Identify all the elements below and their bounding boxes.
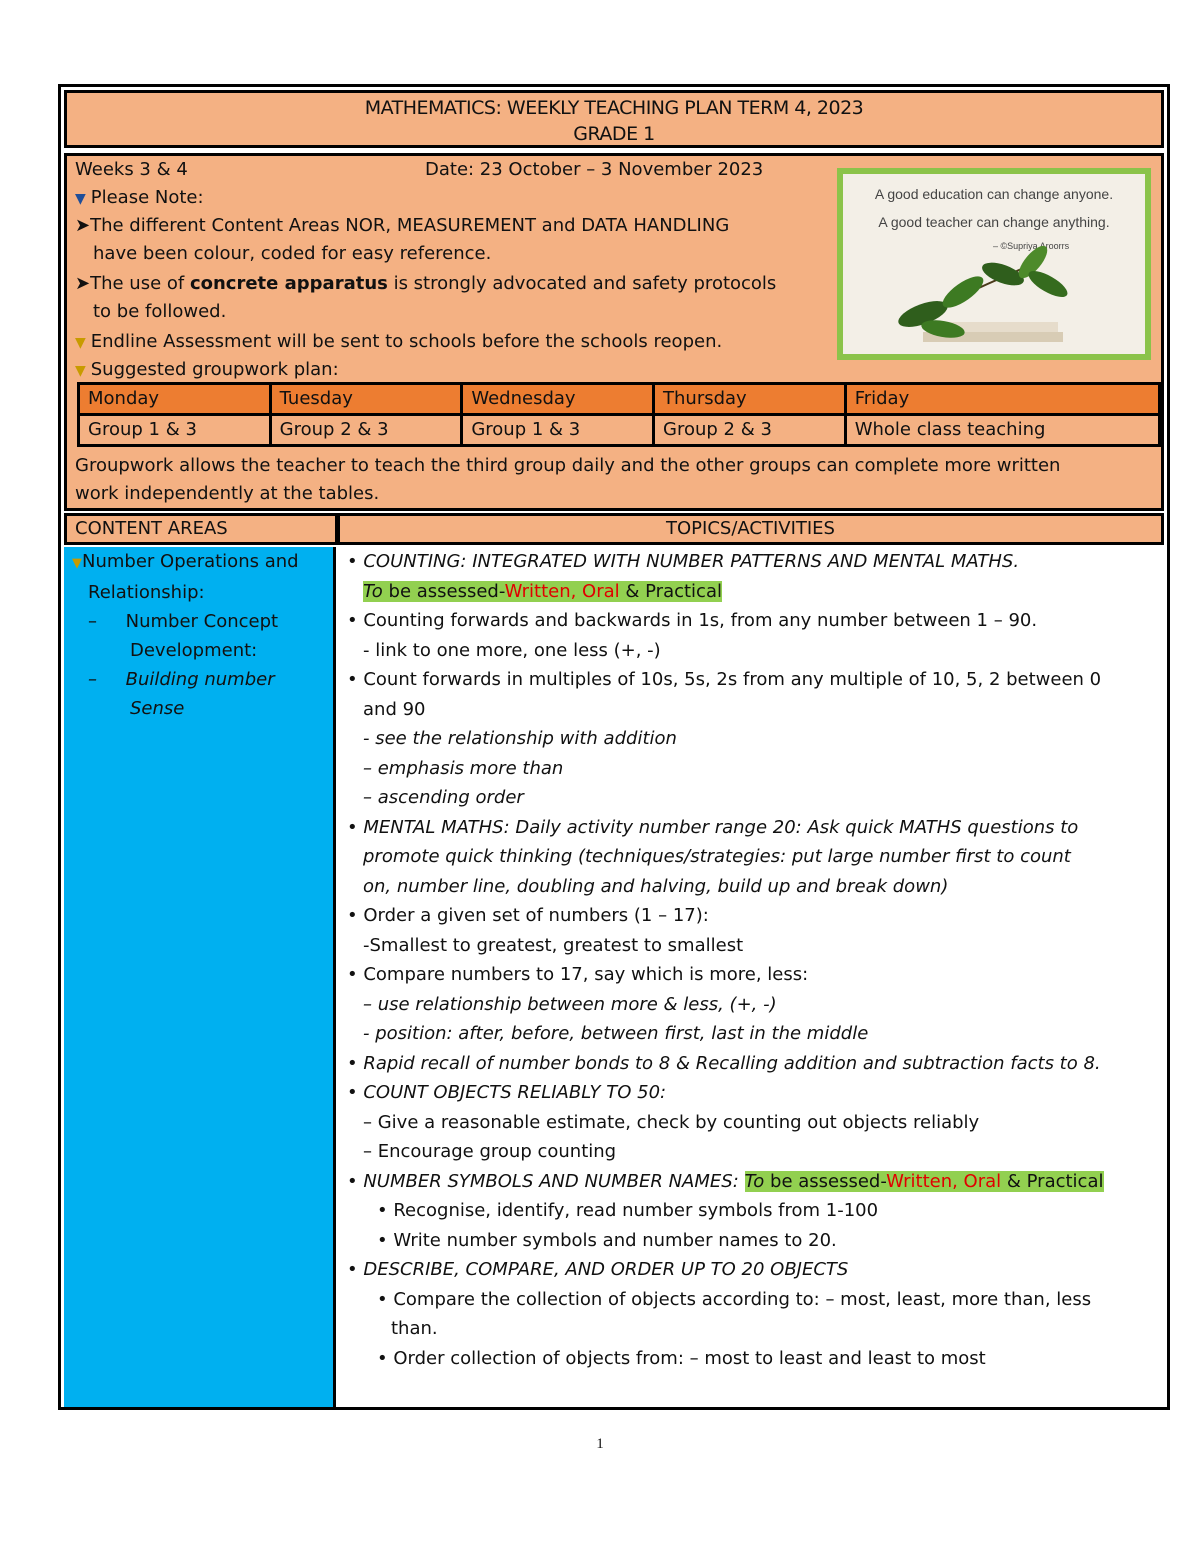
topic-line: – emphasis more than <box>363 757 564 779</box>
quote-image <box>837 168 1151 360</box>
info-panel <box>64 153 1164 511</box>
groupwork-text-1: Groupwork allows the teacher to teach the third group daily and the other groups can complete more written <box>75 455 1061 476</box>
arrow-bullet-icon: ➤ <box>75 215 91 236</box>
note-content-areas-cont: have been colour, coded for easy reference. <box>93 243 492 264</box>
topic-line: on, number line, doubling and halving, build up and break down) <box>363 875 949 897</box>
content-area-line: – Number Concept <box>88 611 279 632</box>
topic-line: • DESCRIBE, COMPARE, AND ORDER UP TO 20 OBJECTS <box>347 1259 849 1280</box>
weeks-label: Weeks 3 & 4 <box>75 159 188 180</box>
group-friday: Whole class teaching <box>845 415 1159 446</box>
day-friday: Friday <box>845 384 1159 415</box>
content-area-cell <box>64 547 336 1407</box>
group-wednesday: Group 1 & 3 <box>462 415 654 446</box>
groupwork-table <box>77 382 1161 447</box>
quote-author: – ©Supriya Aroorrs <box>993 241 1070 251</box>
topic-line: • Order a given set of numbers (1 – 17): <box>347 905 709 926</box>
quote-line-2: A good teacher can change anything. <box>878 214 1110 230</box>
pin-icon: ▼ <box>72 556 82 571</box>
note-content-areas: ➤The different Content Areas NOR, MEASUREMENT and DATA HANDLING <box>75 215 730 236</box>
pin-icon: ▼ <box>75 363 86 379</box>
date-label: Date: 23 October – 3 November 2023 <box>425 159 764 180</box>
page-title: MATHEMATICS: WEEKLY TEACHING PLAN TERM 4, 2023 <box>364 97 864 119</box>
groupwork-text-2: work independently at the tables. <box>75 483 380 504</box>
topic-line: • Compare numbers to 17, say which is more, less: <box>347 964 809 985</box>
group-thursday: Group 2 & 3 <box>654 415 846 446</box>
topic-line: promote quick thinking (techniques/strategies: put large number first to count <box>363 846 1071 867</box>
topics-header: TOPICS/ACTIVITIES <box>337 513 1164 545</box>
topic-line: • Counting forwards and backwards in 1s, from any number between 1 – 90. <box>347 610 1038 631</box>
topic-line: • COUNTING: INTEGRATED WITH NUMBER PATTERNS AND MENTAL MATHS. <box>347 551 1020 572</box>
lesson-plan-table <box>58 84 1170 1410</box>
plant-icon <box>843 174 1145 354</box>
topic-line: • MENTAL MATHS: Daily activity number range 20: Ask quick MATHS questions to <box>347 816 1079 838</box>
page-number: 1 <box>596 1436 604 1452</box>
endline-note: ▼ Endline Assessment will be sent to schools before the schools reopen. <box>75 328 722 357</box>
topic-line: and 90 <box>363 698 426 720</box>
topic-line: than. <box>391 1318 438 1339</box>
topic-line: - see the relationship with addition <box>363 728 677 749</box>
topic-line: – use relationship between more & less, (+, -) <box>363 993 777 1015</box>
topic-line: • COUNT OBJECTS RELIABLY TO 50: <box>347 1082 667 1103</box>
topic-line: • NUMBER SYMBOLS AND NUMBER NAMES: To be assessed-Written, Oral & Practical <box>347 1170 1104 1192</box>
day-thursday: Thursday <box>654 384 846 415</box>
arrow-bullet-icon: ➤ <box>75 273 91 294</box>
topic-line: - position: after, before, between first, last in the middle <box>363 1023 869 1044</box>
topic-line: - link to one more, one less (+, -) <box>363 639 661 661</box>
content-area-line: Relationship: <box>88 582 205 603</box>
day-tuesday: Tuesday <box>270 384 462 415</box>
content-areas-header: CONTENT AREAS <box>64 513 338 545</box>
pin-icon: ▼ <box>75 335 86 351</box>
topics-cell <box>339 547 1164 1407</box>
quote-line-1: A good education can change anyone. <box>874 186 1114 202</box>
assessment-line: To be assessed-Written, Oral & Practical <box>363 580 722 602</box>
topic-line: • Count forwards in multiples of 10s, 5s, 2s from any multiple of 10, 5, 2 between 0 <box>347 669 1102 690</box>
day-monday: Monday <box>79 384 271 415</box>
please-note-line: ▼ Please Note: <box>75 184 204 213</box>
content-area-line: Development: <box>130 640 258 661</box>
day-wednesday: Wednesday <box>462 384 654 415</box>
topic-line: • Recognise, identify, read number symbols from 1-100 <box>377 1200 879 1221</box>
topic-line: • Rapid recall of number bonds to 8 & Recalling addition and subtraction facts to 8. <box>347 1052 1101 1074</box>
topic-line: – ascending order <box>363 787 524 808</box>
topic-line: • Write number symbols and number names to 20. <box>377 1229 837 1251</box>
content-area-line: Sense <box>130 698 185 719</box>
topic-line: -Smallest to greatest, greatest to smallest <box>363 934 744 956</box>
groupwork-heading: ▼ Suggested groupwork plan: <box>75 356 339 385</box>
group-tuesday: Group 2 & 3 <box>270 415 462 446</box>
note-apparatus: ➤The use of concrete apparatus is strongly advocated and safety protocols <box>75 273 777 294</box>
topic-line: – Give a reasonable estimate, check by counting out objects reliably <box>363 1111 980 1133</box>
content-area-line: ▼Number Operations and <box>72 551 299 572</box>
topic-line: • Compare the collection of objects according to: – most, least, more than, less <box>377 1288 1092 1310</box>
pin-icon: ▼ <box>75 191 86 207</box>
title-banner <box>64 90 1164 148</box>
topic-line: – Encourage group counting <box>363 1141 617 1162</box>
group-monday: Group 1 & 3 <box>79 415 271 446</box>
content-area-line: – Building number <box>88 669 275 690</box>
grade-label: GRADE 1 <box>573 123 655 145</box>
topic-line: • Order collection of objects from: – most to least and least to most <box>377 1347 986 1369</box>
note-apparatus-cont: to be followed. <box>93 301 227 322</box>
